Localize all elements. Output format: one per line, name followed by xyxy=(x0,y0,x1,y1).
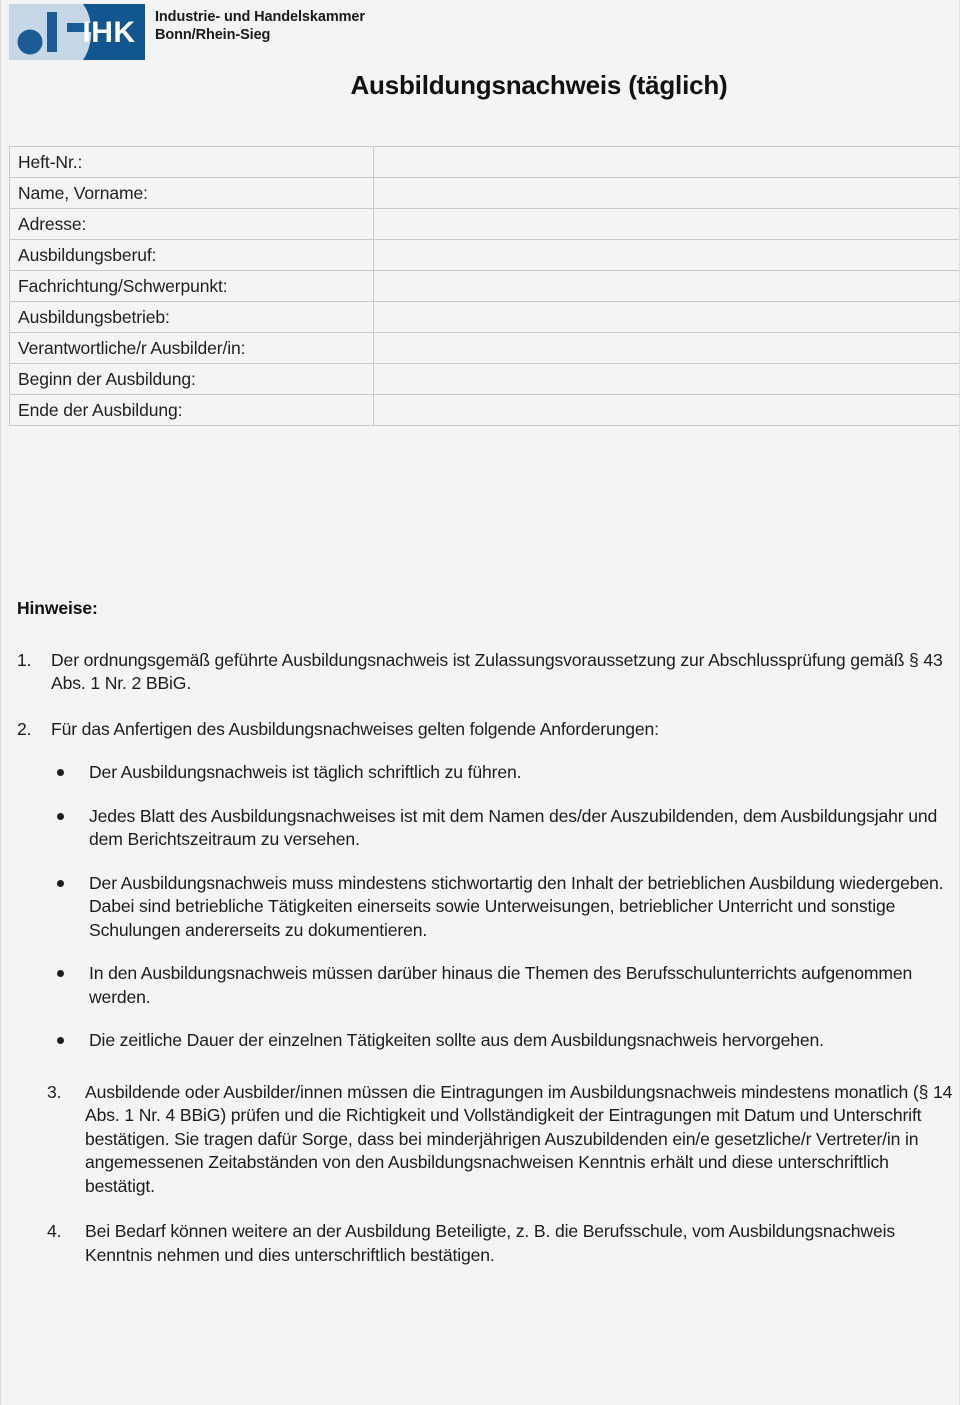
field-label-ausbildungsbetrieb: Ausbildungsbetrieb: xyxy=(10,302,374,333)
list-item xyxy=(51,805,951,852)
field-label-beginn: Beginn der Ausbildung: xyxy=(10,364,374,395)
note-text-4: Bei Bedarf können weitere an der Ausbildung Beteiligte, z. B. die Berufsschule, vom Ausbildungsnachweis Kenntnis nehmen und dies unterschriftlich bestätigen. xyxy=(85,1221,895,1265)
participant-form-table xyxy=(9,146,960,426)
table-row xyxy=(10,395,960,426)
bullet-icon xyxy=(57,1037,64,1044)
bullet-text: Jedes Blatt des Ausbildungsnachweises ist mit dem Namen des/der Auszubildenden, dem Ausbildungsjahr und dem Berichtszeitraum zu versehen. xyxy=(89,805,938,850)
field-value-ende[interactable] xyxy=(374,395,960,426)
table-row xyxy=(10,364,960,395)
table-row xyxy=(10,240,960,271)
field-value-fachrichtung[interactable] xyxy=(374,271,960,302)
table-row xyxy=(10,147,960,178)
note-text-2: Für das Anfertigen des Ausbildungsnachweises gelten folgende Anforderungen: xyxy=(51,718,659,739)
note-number-4: 4. xyxy=(47,1221,62,1242)
bullet-icon xyxy=(57,769,64,776)
field-value-ausbilder[interactable] xyxy=(374,333,960,364)
organization-name xyxy=(155,9,365,44)
field-value-adresse[interactable] xyxy=(374,209,960,240)
field-label-name-vorname: Name, Vorname: xyxy=(10,178,374,209)
notes-heading: Hinweise: xyxy=(17,598,98,618)
note-text-3: Ausbildende oder Ausbilder/innen müssen die Eintragungen im Ausbildungsnachweis mindestens monatlich (§ 14 Abs. 1 Nr. 4 BBiG) prüfen und die Richtigkeit und Vollständigkeit der Eintragungen mit Datum und Unterschrift bestätigen. Sie tragen dafür Sorge, dass bei minderjährigen Auszubildenden ein/e gesetzliche/r Vertreter/in in angemessenen Zeitabständen von den Ausbildungsnachweisen Kenntnis erhält und diese unterschriftlich bestätigt. xyxy=(85,1081,953,1196)
field-value-heft-nr[interactable] xyxy=(374,147,960,178)
field-value-ausbildungsberuf[interactable] xyxy=(374,240,960,271)
list-item xyxy=(51,761,951,784)
bullet-text: In den Ausbildungsnachweis müssen darüber hinaus die Themen des Berufsschulunterrichts aufgenommen werden. xyxy=(89,963,913,1007)
note-2-bullet-list xyxy=(51,761,960,1052)
bullet-icon xyxy=(57,880,64,887)
table-row xyxy=(10,333,960,364)
note-item-1 xyxy=(17,649,960,696)
bullet-text: Der Ausbildungsnachweis muss mindestens stichwortartig den Inhalt der betrieblichen Ausbildung wiedergeben. Dabei sind betriebliche Tätigkeiten einerseits sowie Unterweisungen, betrieblicher Unterricht und sonstige Schulungen andererseits zu dokumentieren. xyxy=(89,872,944,940)
table-row xyxy=(10,271,960,302)
ihk-logo-icon xyxy=(9,4,145,60)
field-label-fachrichtung: Fachrichtung/Schwerpunkt: xyxy=(10,271,374,302)
field-value-beginn[interactable] xyxy=(374,364,960,395)
list-item xyxy=(51,1029,951,1052)
table-row xyxy=(10,178,960,209)
notes-section xyxy=(1,598,960,1289)
organization-line-2: Bonn/Rhein-Sieg xyxy=(155,26,271,43)
field-value-name-vorname[interactable] xyxy=(374,178,960,209)
table-row xyxy=(10,209,960,240)
note-number-3: 3. xyxy=(47,1081,62,1102)
page-title xyxy=(1,70,959,101)
note-item-2 xyxy=(17,718,960,1053)
bullet-icon xyxy=(57,970,64,977)
note-text-1: Der ordnungsgemäß geführte Ausbildungsnachweis ist Zulassungsvoraussetzung zur Abschlussprüfung gemäß § 43 Abs. 1 Nr. 2 BBiG. xyxy=(51,650,943,694)
list-item xyxy=(51,872,951,942)
svg-text:IHK: IHK xyxy=(82,16,136,49)
field-label-ende: Ende der Ausbildung: xyxy=(10,395,374,426)
note-item-4 xyxy=(47,1220,960,1267)
document-header xyxy=(1,0,959,126)
note-number-2: 2. xyxy=(17,718,32,739)
page-title-text: Ausbildungsnachweis (täglich) xyxy=(350,70,728,100)
field-label-ausbildungsberuf: Ausbildungsberuf: xyxy=(10,240,374,271)
field-label-adresse: Adresse: xyxy=(10,209,374,240)
note-number-1: 1. xyxy=(17,650,32,670)
bullet-text: Der Ausbildungsnachweis ist täglich schriftlich zu führen. xyxy=(89,762,522,783)
field-label-heft-nr: Heft-Nr.: xyxy=(10,147,374,178)
note-item-3 xyxy=(47,1081,960,1198)
bullet-text: Die zeitliche Dauer der einzelnen Tätigkeiten sollte aus dem Ausbildungsnachweis hervorgehen. xyxy=(89,1030,824,1051)
bullet-icon xyxy=(57,813,64,820)
ihk-logo xyxy=(9,4,145,60)
participant-form xyxy=(9,146,953,426)
field-value-ausbildungsbetrieb[interactable] xyxy=(374,302,960,333)
table-row xyxy=(10,302,960,333)
organization-line-1: Industrie- und Handelskammer xyxy=(155,9,365,25)
list-item xyxy=(51,962,951,1009)
field-label-ausbilder: Verantwortliche/r Ausbilder/in: xyxy=(10,333,374,364)
